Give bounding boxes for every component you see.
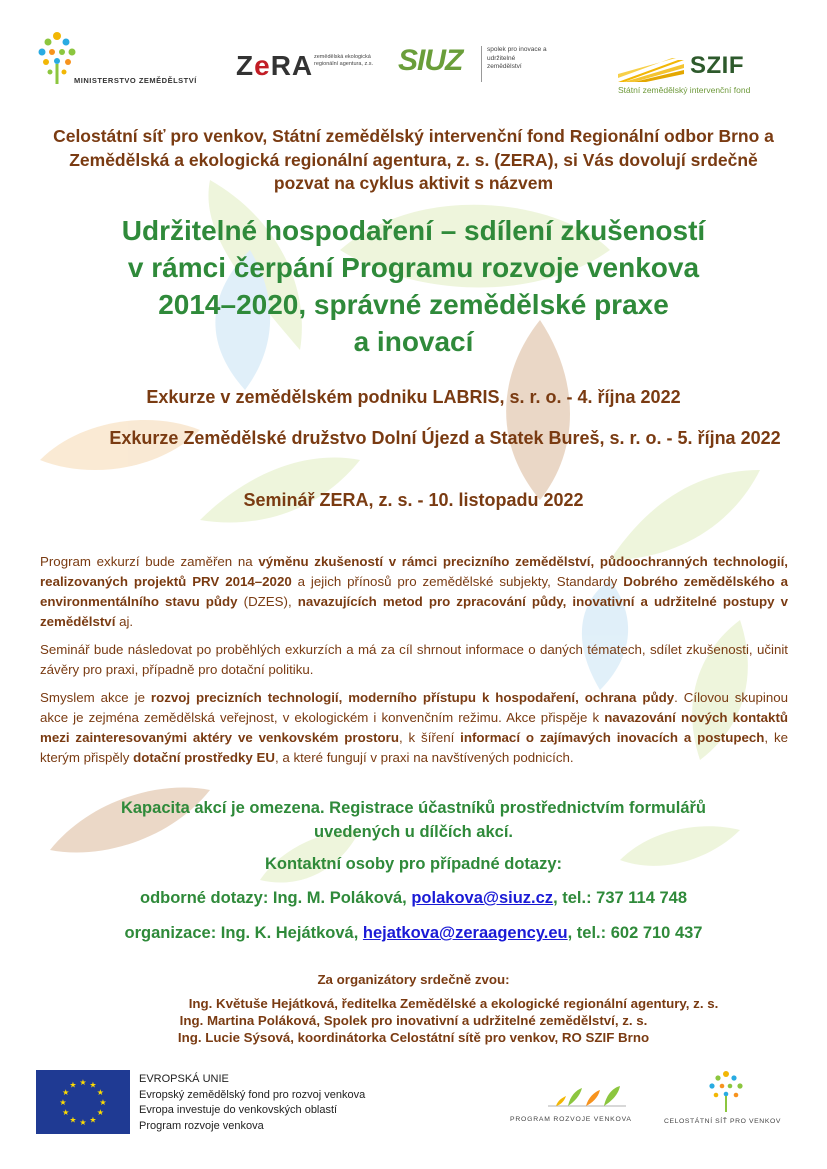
zera-logo <box>236 50 386 90</box>
prv-label: PROGRAM ROZVOJE VENKOVA <box>510 1116 632 1123</box>
eu-star-icon: ★ <box>96 1108 104 1117</box>
ministerstvo-zemedelstvi-logo <box>36 28 196 98</box>
csv-label: CELOSTÁTNÍ SÍŤ PRO VENKOV <box>664 1118 781 1125</box>
siuz-divider <box>481 46 482 82</box>
celostatni-sit-logo <box>660 1068 790 1138</box>
eu-star-icon: ★ <box>79 1078 87 1087</box>
eu-star-icon: ★ <box>69 1115 77 1125</box>
szif-subtitle: Státní zemědělský intervenční fond <box>618 85 751 95</box>
contacts-title: Kontaktní osoby pro případné dotazy: <box>264 855 562 873</box>
signatures-heading: Za organizátory srdečně zvou: <box>317 972 510 987</box>
prv-leaves-icon <box>508 1078 636 1114</box>
eu-star-icon: ★ <box>62 1088 70 1097</box>
paragraph-seminar: Seminář bude následovat po proběhlých exkurzích a má za cíl shrnout informace o daných tématech, sdílet zkušenosti, učinit závěry pro praxi, případně pro dotační politiku. <box>40 642 788 677</box>
signature-line: Ing. Květuše Hejátková, ředitelka Zemědělské a ekologické regionální agentury, z. s. <box>188 996 719 1011</box>
siuz-logo <box>398 44 547 90</box>
ministerstvo-label: MINISTERSTVO ZEMĚDĚLSTVÍ <box>74 76 197 85</box>
event-title-line: v rámci čerpání Programu rozvoje venkova <box>127 252 700 283</box>
eu-star-icon: ★ <box>62 1108 70 1117</box>
eu-funding-text: EVROPSKÁ UNIE Evropský zemědělský fond pro rozvoj venkova Evropa investuje do venkovských oblastí Program rozvoje venkova <box>139 1073 366 1132</box>
tree-icon <box>36 28 78 88</box>
signature-line: Ing. Lucie Sýsová, koordinátorka Celostátní sítě pro venkov, RO SZIF Brno <box>177 1030 650 1045</box>
paragraph-purpose: Smyslem akce je rozvoj precizních technologií, moderního přístupu k hospodaření, ochrana půdy. Cílovou skupinou akce je zejména zemědělská veřejnost, v ekologickém i konvenčním režimu. Akce přispěje k navazování nových kontaktů mezi zainteresovanými aktéry ve venkovském prostoru, k šíření informací o zajímavých inovacích a postupech, ke kterým přispěly dotační prostředky EU, a které fungují v praxi na navštívených podnicích. <box>40 690 789 765</box>
contact-expert: odborné dotazy: Ing. M. Poláková, polakova@siuz.cz, tel.: 737 114 748 <box>139 889 687 907</box>
eu-star-icon: ★ <box>79 1118 87 1127</box>
contact-organization: organizace: Ing. K. Hejátková, hejatkova@zeraagency.eu, tel.: 602 710 437 <box>124 924 703 942</box>
zera-subtitle: zemědělská ekologická regionální agentura, z.s. <box>314 54 374 67</box>
szif-logo <box>618 52 798 102</box>
eu-star-icon: ★ <box>96 1088 104 1097</box>
event-title-line: Udržitelné hospodaření – sdílení zkušeností <box>121 215 706 246</box>
szif-stripes-icon <box>618 56 684 84</box>
eu-stars-icon <box>36 1070 130 1134</box>
zera-wordmark: ZeRA <box>236 50 314 81</box>
leaf-shape <box>610 470 760 560</box>
event-dolni-ujezd: Exkurze Zemědělské družstvo Dolní Újezd a Statek Bureš, s. r. o. - 5. října 2022 <box>109 428 781 448</box>
event-title-line: a inovací <box>353 326 474 357</box>
eu-star-icon: ★ <box>89 1080 97 1090</box>
email-link-hejatkova[interactable]: hejatkova@zeraagency.eu <box>362 924 568 942</box>
szif-wordmark: SZIF <box>690 52 744 79</box>
footer <box>0 1068 827 1158</box>
csv-tree-icon <box>660 1068 790 1116</box>
paragraph-program: Program exkurzí bude zaměřen na výměnu zkušeností v rámci precizního zemědělství, půdoochranných technologií, realizovaných projektů PRV 2014–2020 a jejich přínosů pro zemědělské subjekty, Standardy Dobrého zemědělského a environmentálního stavu půdy (DZES), navazujících metod pro zpracování půdy, inovativní a udržitelné postupy v zemědělství aj. <box>40 554 789 629</box>
eu-star-icon: ★ <box>69 1080 77 1090</box>
email-link-polakova[interactable]: polakova@siuz.cz <box>411 889 554 907</box>
partner-logos <box>0 28 827 108</box>
program-rozvoje-venkova-logo <box>508 1078 636 1138</box>
eu-star-icon: ★ <box>59 1098 67 1107</box>
event-title <box>40 212 787 360</box>
eu-flag-icon <box>36 1070 130 1134</box>
siuz-subtitle: spolek pro inovace a udržitelné zemědělství <box>487 46 547 70</box>
siuz-wordmark: SIUZ <box>398 44 463 77</box>
intro-text: Celostátní síť pro venkov, Státní zemědělský intervenční fond Regionální odbor Brno a Zemědělská a ekologická regionální agentura, z. s. (ZERA), si Vás dovolují srdečně pozvat na cyklus aktivit s názvem <box>53 126 774 193</box>
eu-star-icon: ★ <box>99 1098 107 1107</box>
signature-line: Ing. Martina Poláková, Spolek pro inovativní a udržitelné zemědělství, z. s. <box>179 1013 648 1028</box>
eu-star-icon: ★ <box>89 1115 97 1125</box>
capacity-notice: Kapacita akcí je omezena. Registrace účastníků prostřednictvím formulářů uvedených u dílčích akcí. <box>120 799 707 841</box>
event-labris: Exkurze v zemědělském podniku LABRIS, s. r. o. - 4. října 2022 <box>146 387 681 407</box>
event-seminar: Seminář ZERA, z. s. - 10. listopadu 2022 <box>243 490 584 510</box>
event-title-line: 2014–2020, správné zemědělské praxe <box>158 289 669 320</box>
